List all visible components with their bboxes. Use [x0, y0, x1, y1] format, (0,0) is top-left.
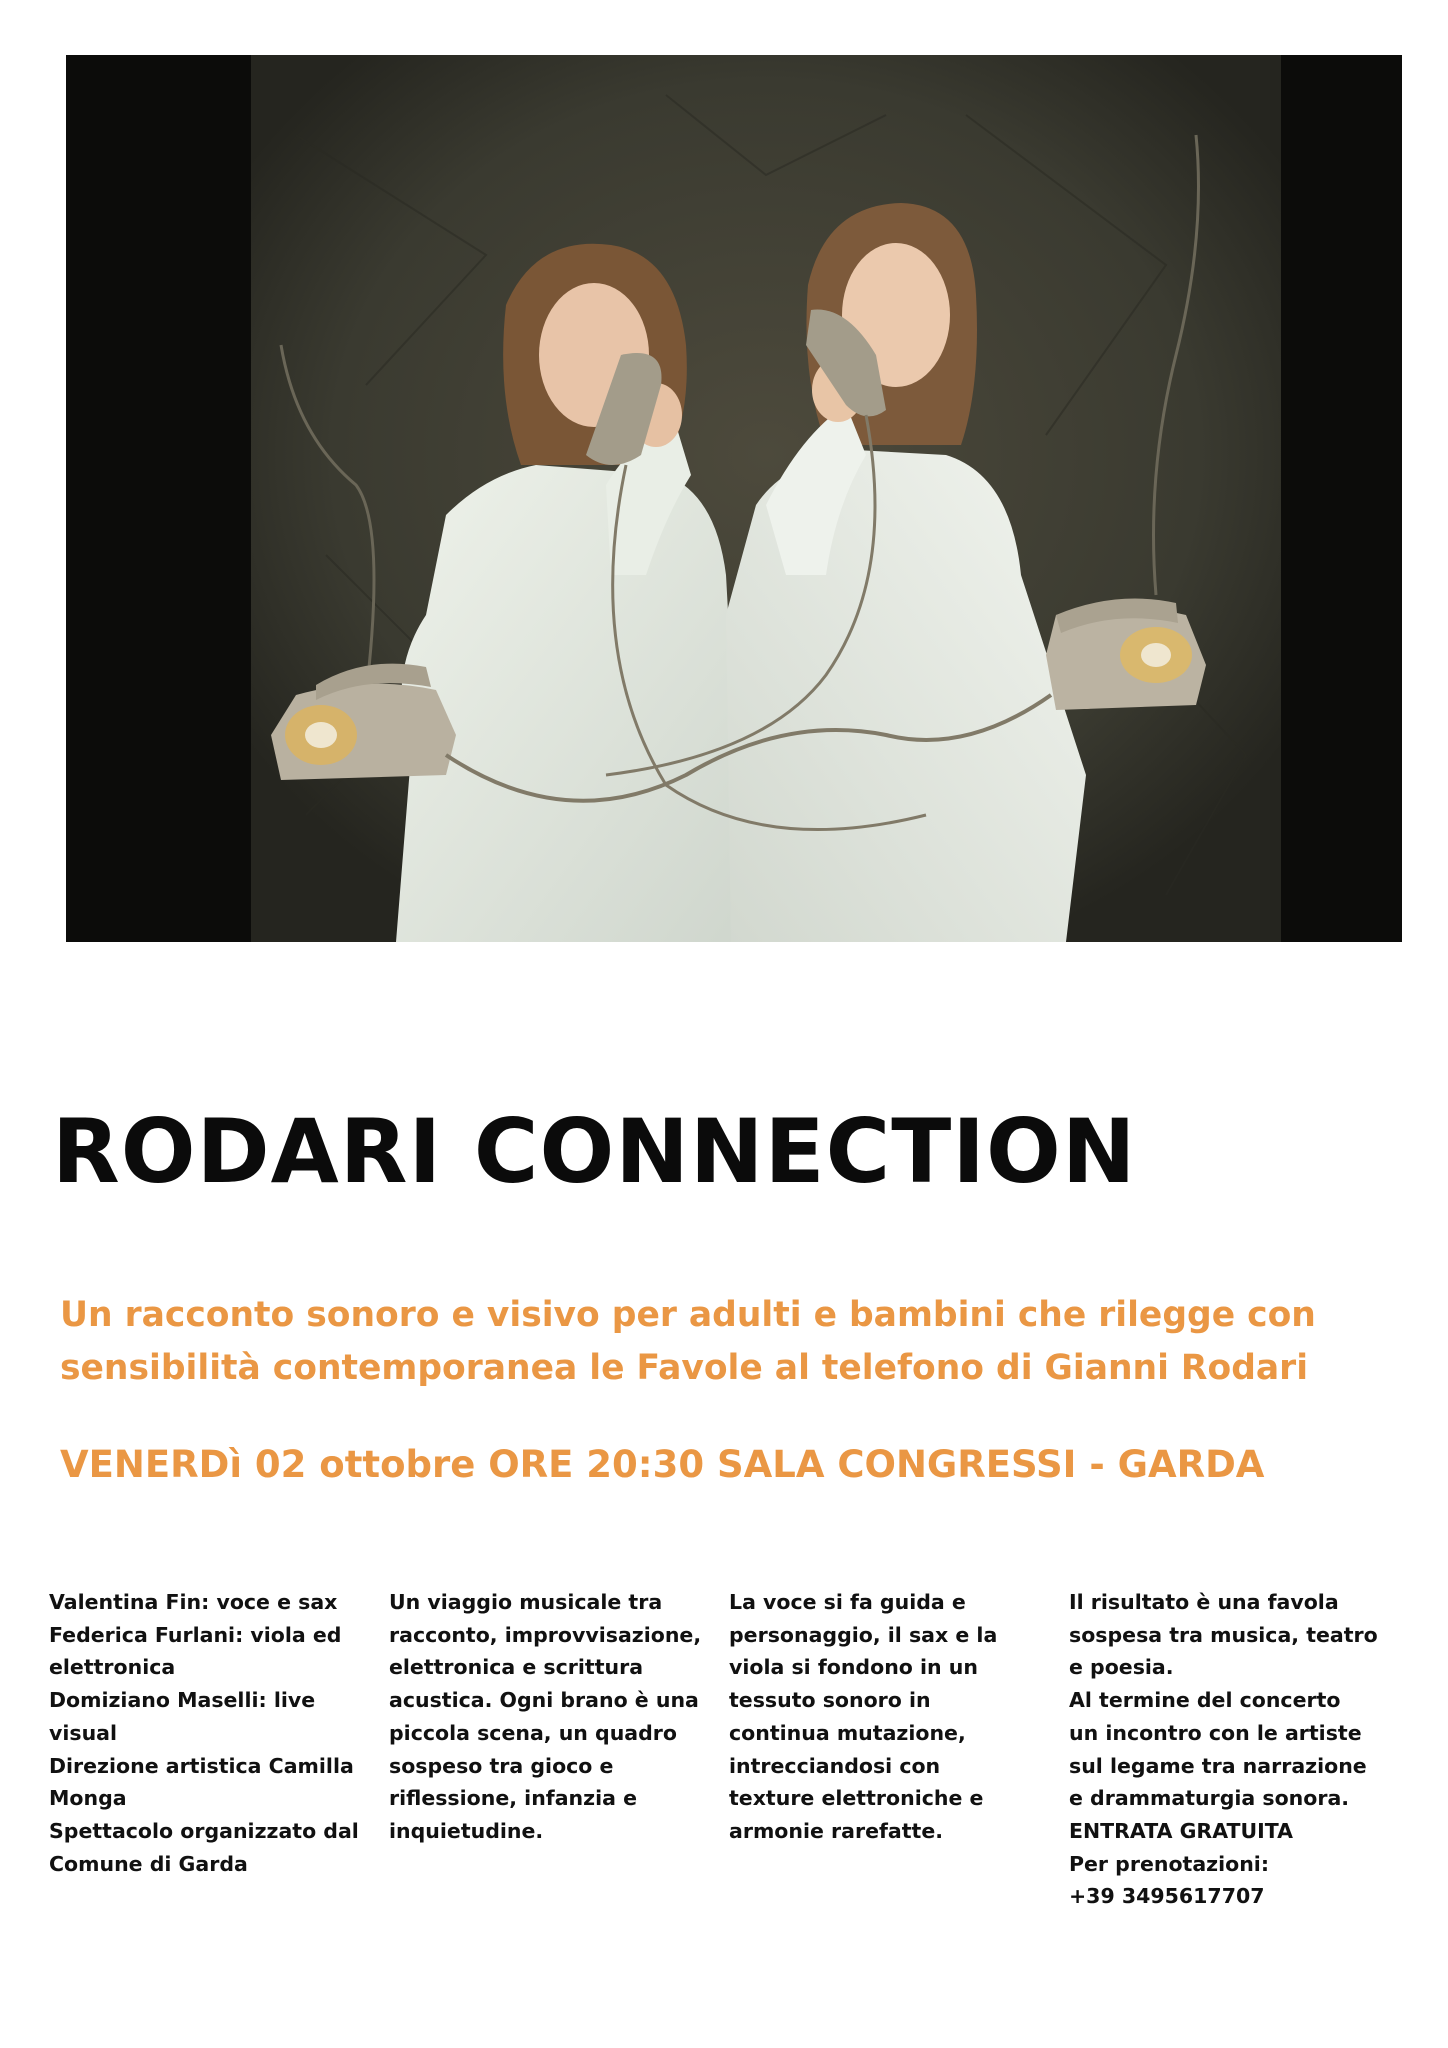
column-line: sospesa tra musica, teatro — [1069, 1622, 1378, 1647]
column-line: armonie rarefatte. — [729, 1818, 944, 1843]
hero-photo — [66, 55, 1402, 942]
column-line: e poesia. — [1069, 1655, 1174, 1680]
two-women-with-rotary-telephones-photo — [66, 55, 1402, 942]
column-line: texture elettroniche e — [729, 1786, 984, 1811]
column-line: viola si fondono in un — [729, 1655, 978, 1680]
column-line: Direzione artistica Camilla — [49, 1753, 354, 1778]
column-line: tessuto sonoro in — [729, 1688, 931, 1713]
column-line: racconto, improvvisazione, — [389, 1622, 702, 1647]
column-line: sul legame tra narrazione — [1069, 1753, 1367, 1778]
entry-free-label: ENTRATA GRATUITA — [1069, 1818, 1293, 1843]
column-line: Comune di Garda — [49, 1851, 248, 1876]
column-line: Domiziano Maselli: live — [49, 1688, 316, 1713]
column-line: La voce si fa guida e — [729, 1590, 966, 1614]
column-line: visual — [49, 1720, 118, 1745]
column-line: Il risultato è una favola — [1069, 1590, 1339, 1614]
description-column-2 — [729, 1586, 1059, 1848]
page-title: RODARI CONNECTION — [52, 1100, 1137, 1203]
column-line: elettronica — [49, 1655, 176, 1680]
event-date-location: VENERDì 02 ottobre ORE 20:30 SALA CONGRESSI - GARDA — [60, 1443, 1265, 1486]
column-line: Al termine del concerto — [1069, 1688, 1341, 1713]
column-line: inquietudine. — [389, 1818, 544, 1843]
column-line: Valentina Fin: voce e sax — [49, 1590, 338, 1614]
booking-label: Per prenotazioni: — [1069, 1851, 1270, 1876]
column-line: Un viaggio musicale tra — [389, 1590, 663, 1614]
column-line: Federica Furlani: viola ed — [49, 1622, 342, 1647]
column-line: intrecciandosi con — [729, 1753, 941, 1778]
column-line: Spettacolo organizzato dal — [49, 1818, 359, 1843]
credits-column — [49, 1586, 379, 1880]
description-column-1 — [389, 1586, 719, 1848]
column-line: Monga — [49, 1786, 127, 1811]
column-line: elettronica e scrittura — [389, 1655, 644, 1680]
right-rotary-phone — [1046, 599, 1206, 710]
subtitle-line: sensibilità contemporanea le Favole al telefono di Gianni Rodari — [60, 1348, 1309, 1388]
subtitle — [60, 1289, 1400, 1395]
info-column — [1069, 1586, 1399, 1913]
column-line: piccola scena, un quadro — [389, 1720, 677, 1745]
column-line: e drammaturgia sonora. — [1069, 1786, 1350, 1811]
phone-number[interactable]: +39 3495617707 — [1069, 1884, 1265, 1909]
column-line: sospeso tra gioco e — [389, 1753, 614, 1778]
column-line: continua mutazione, — [729, 1720, 966, 1745]
column-line: acustica. Ogni brano è una — [389, 1688, 699, 1713]
column-line: un incontro con le artiste — [1069, 1720, 1362, 1745]
subtitle-line: Un racconto sonoro e visivo per adulti e bambini che rilegge con — [60, 1295, 1316, 1335]
column-line: riflessione, infanzia e — [389, 1786, 637, 1811]
column-line: personaggio, il sax e la — [729, 1622, 998, 1647]
